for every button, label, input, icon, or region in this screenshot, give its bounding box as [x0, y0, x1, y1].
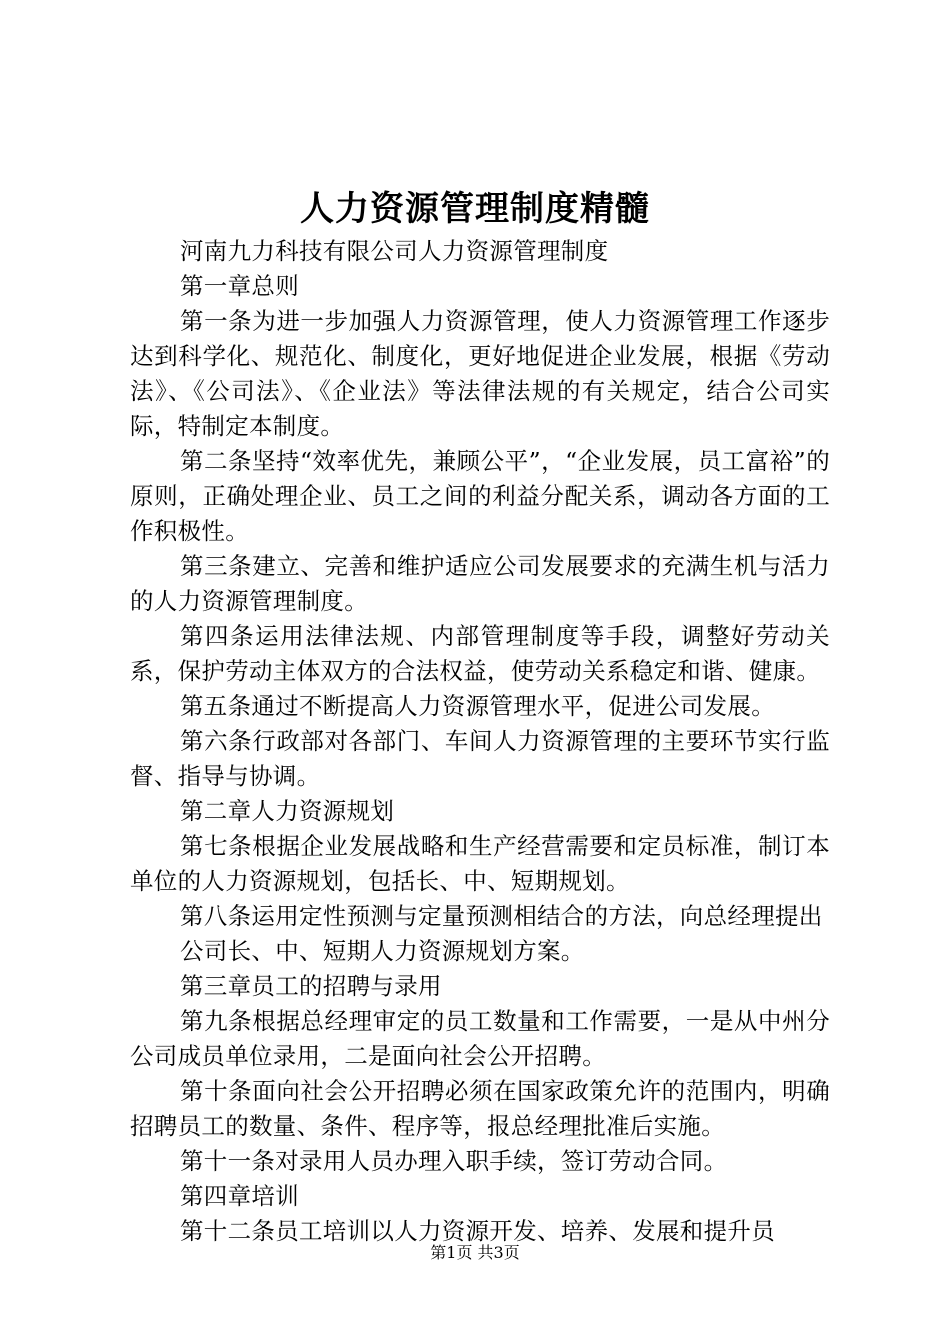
paragraph-article-6: 第六条行政部对各部门、车间人力资源管理的主要环节实行监督、指导与协调。 [130, 727, 830, 790]
paragraph-article-1: 第一条为进一步加强人力资源管理，使人力资源管理工作逐步达到科学化、规范化、制度化，更好地促进企业发展，根据《劳动法》、《公司法》、《企业法》等法律法规的有关规定，结合公司实际，特制定本制度。 [130, 307, 830, 440]
paragraph-company-heading: 河南九力科技有限公司人力资源管理制度 [180, 237, 609, 265]
paragraph-article-8: 第八条运用定性预测与定量预测相结合的方法，向总经理提出 [180, 902, 823, 930]
paragraph-chapter-1: 第一章总则 [180, 272, 299, 300]
page-number-footer: 第1页 共3页 [430, 1243, 520, 1262]
paragraph-article-7: 第七条根据企业发展战略和生产经营需要和定员标准，制订本单位的人力资源规划，包括长、中、短期规划。 [130, 832, 830, 895]
paragraph-article-5: 第五条通过不断提高人力资源管理水平，促进公司发展。 [180, 692, 775, 720]
paragraph-article-3: 第三条建立、完善和维护适应公司发展要求的充满生机与活力的人力资源管理制度。 [130, 552, 830, 615]
paragraph-article-8-continued: 公司长、中、短期人力资源规划方案。 [180, 937, 585, 965]
document-body [130, 234, 830, 1249]
paragraph-article-11: 第十一条对录用人员办理入职手续，签订劳动合同。 [180, 1147, 728, 1175]
paragraph-chapter-2: 第二章人力资源规划 [180, 797, 395, 825]
paragraph-article-10: 第十条面向社会公开招聘必须在国家政策允许的范围内，明确招聘员工的数量、条件、程序等，报总经理批准后实施。 [130, 1077, 830, 1140]
paragraph-chapter-4: 第四章培训 [180, 1182, 299, 1210]
paragraph-article-12: 第十二条员工培训以人力资源开发、培养、发展和提升员 [180, 1217, 775, 1245]
paragraph-article-9: 第九条根据总经理审定的员工数量和工作需要，一是从中州分公司成员单位录用，二是面向社会公开招聘。 [130, 1007, 830, 1070]
paragraph-article-2: 第二条坚持“效率优先，兼顾公平”，“企业发展，员工富裕”的原则，正确处理企业、员工之间的利益分配关系，调动各方面的工作积极性。 [130, 447, 830, 545]
paragraph-chapter-3: 第三章员工的招聘与录用 [180, 972, 442, 1000]
document-title: 人力资源管理制度精髓 [300, 189, 650, 229]
paragraph-article-4: 第四条运用法律法规、内部管理制度等手段，调整好劳动关系，保护劳动主体双方的合法权益，使劳动关系稳定和谐、健康。 [130, 622, 830, 685]
